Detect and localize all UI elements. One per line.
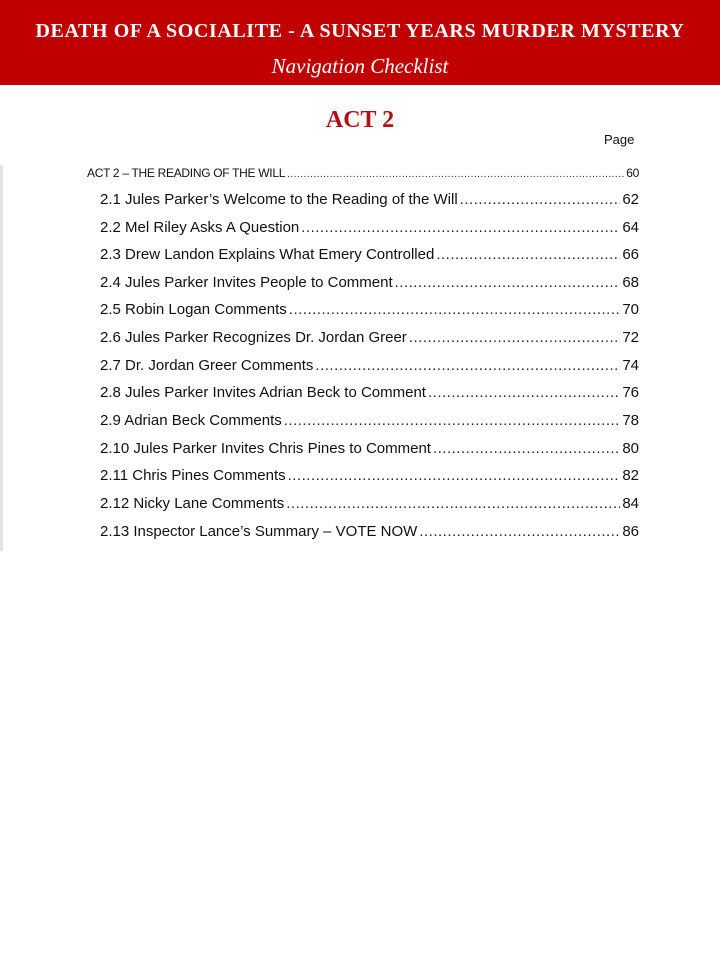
dot-leader	[301, 218, 620, 238]
toc-entry[interactable]	[100, 522, 639, 542]
act-heading: ACT 2	[325, 107, 395, 133]
toc-entry[interactable]	[100, 439, 639, 459]
toc-entry[interactable]	[100, 218, 639, 238]
toc-entry-page: 76	[622, 384, 639, 401]
toc-entry-label: 2.10 Jules Parker Invites Chris Pines to Comment	[100, 440, 431, 457]
toc-entry[interactable]	[100, 190, 639, 210]
toc-entry-label: 2.2 Mel Riley Asks A Question	[100, 219, 300, 236]
toc-entry-label: 2.7 Dr. Jordan Greer Comments	[100, 357, 314, 374]
toc-entry-page: 80	[622, 440, 639, 457]
dot-leader	[436, 245, 620, 265]
page-column-label: Page	[604, 132, 635, 147]
toc-entry[interactable]	[100, 273, 639, 293]
toc-entry[interactable]	[100, 494, 639, 514]
toc-entry-label: 2.3 Drew Landon Explains What Emery Controlled	[100, 246, 435, 263]
dot-leader	[288, 466, 621, 486]
toc-entry-page: 82	[622, 467, 639, 484]
toc-entry[interactable]	[100, 300, 639, 320]
toc-entry-label: 2.5 Robin Logan Comments	[100, 301, 287, 318]
toc-entry-act-2[interactable]	[87, 165, 639, 183]
toc-entry-page: 72	[622, 329, 639, 346]
dot-leader	[289, 300, 621, 320]
dot-leader	[315, 356, 620, 376]
toc-entry-page: 86	[622, 523, 639, 540]
toc-entry-label: 2.4 Jules Parker Invites People to Comment	[100, 274, 393, 291]
toc-entry-page: 62	[622, 191, 639, 208]
toc-entry-page: 74	[622, 357, 639, 374]
toc-entry-label: 2.1 Jules Parker’s Welcome to the Reading of the Will	[100, 191, 458, 208]
toc-entry-label: 2.12 Nicky Lane Comments	[100, 495, 285, 512]
toc-entry-page: 66	[622, 246, 639, 263]
toc-entry[interactable]	[100, 466, 639, 486]
toc-entry[interactable]	[100, 411, 639, 431]
toc-entry-label: ACT 2 – THE READING OF THE WILL	[87, 166, 286, 180]
toc-entry-label: 2.8 Jules Parker Invites Adrian Beck to Comment	[100, 384, 426, 401]
document-title: DEATH OF A SOCIALITE - A SUNSET YEARS MURDER MYSTERY	[35, 20, 685, 42]
toc-entry-page: 84	[622, 495, 639, 512]
dot-leader	[395, 273, 621, 293]
toc-entry-page: 78	[622, 412, 639, 429]
dot-leader	[460, 190, 621, 210]
toc-entry[interactable]	[100, 383, 639, 403]
toc-entry[interactable]	[100, 245, 639, 265]
dot-leader	[409, 328, 621, 348]
dot-leader	[286, 494, 620, 514]
dot-leader	[428, 383, 620, 403]
toc-entry[interactable]	[100, 356, 639, 376]
dot-leader	[433, 439, 620, 459]
toc-entry-page: 60	[626, 166, 639, 180]
toc-entry-page: 68	[622, 274, 639, 291]
toc-entry-label: 2.11 Chris Pines Comments	[100, 467, 286, 484]
toc-entry-label: 2.6 Jules Parker Recognizes Dr. Jordan Greer	[100, 329, 407, 346]
dot-leader	[419, 522, 620, 542]
toc-entry-label: 2.13 Inspector Lance’s Summary – VOTE NOW	[100, 523, 418, 540]
toc-entry-label: 2.9 Adrian Beck Comments	[100, 412, 282, 429]
toc-entry-page: 64	[622, 219, 639, 236]
toc-entry[interactable]	[100, 328, 639, 348]
dot-leader	[287, 167, 624, 183]
document-subtitle: Navigation Checklist	[271, 54, 449, 78]
toc-entry-page: 70	[622, 301, 639, 318]
dot-leader	[284, 411, 621, 431]
